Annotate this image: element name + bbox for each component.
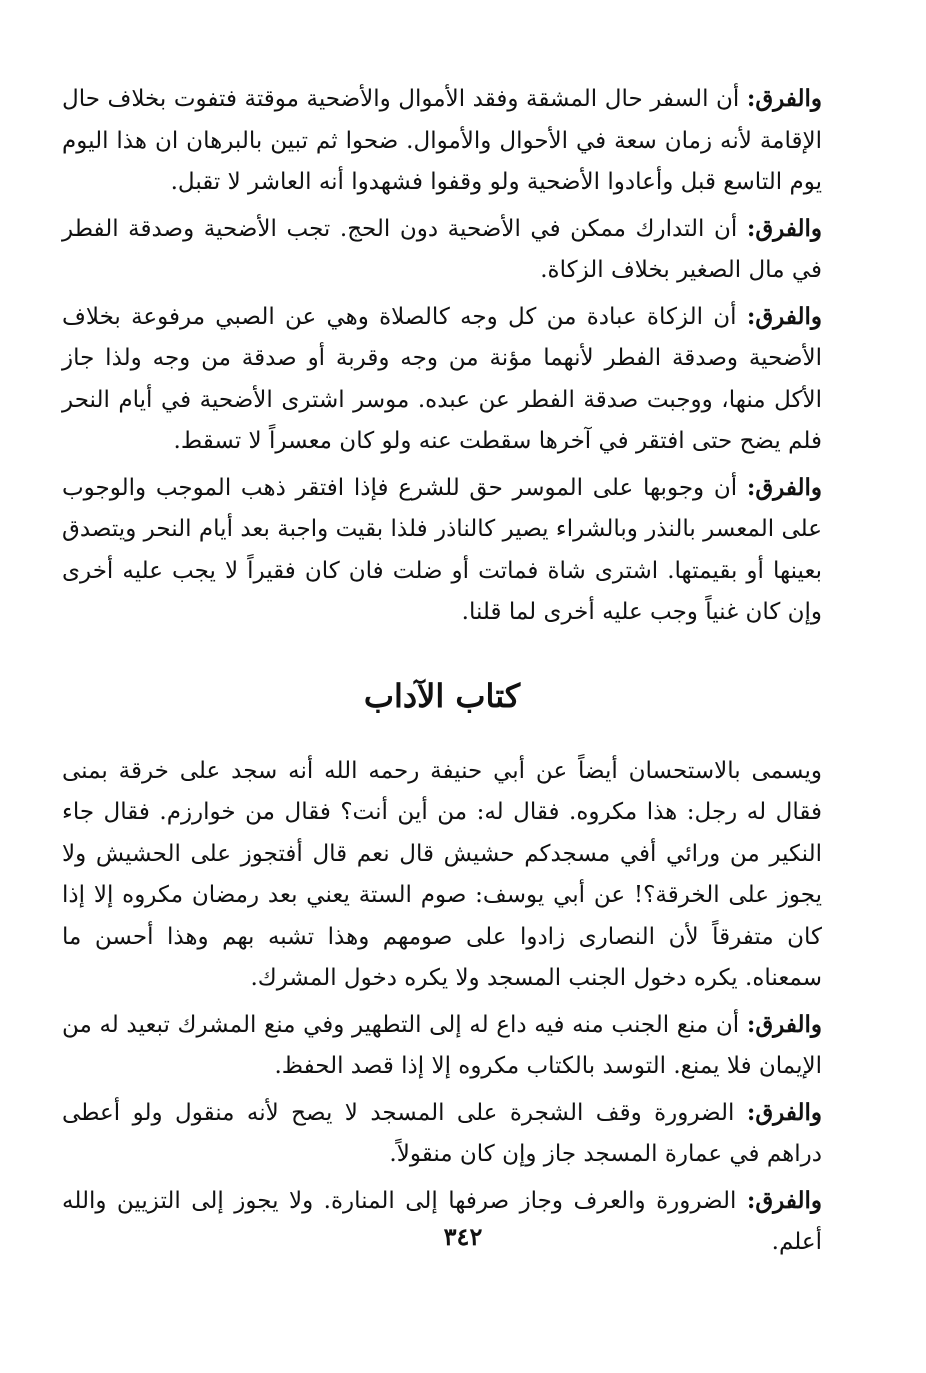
paragraph xyxy=(62,1092,822,1176)
paragraph xyxy=(62,467,822,634)
page-number: ٣٤٢ xyxy=(443,1222,483,1251)
page-content xyxy=(62,78,822,1268)
paragraph-text: الضرورة والعرف وجاز صرفها إلى المنارة. ولا يجوز إلى التزيين والله أعلم. xyxy=(62,1187,822,1255)
paragraph-lead: والفرق: xyxy=(746,302,822,330)
paragraph-lead: والفرق: xyxy=(746,85,822,112)
paragraph xyxy=(62,296,822,463)
paragraph-text: أن منع الجنب منه فيه داع له إلى التطهير وفي منع المشرك تبعيد له من الإيمان فلا يمنع. التوسد بالكتاب مكروه إلا إذا قصد الحفظ. xyxy=(62,1011,822,1079)
paragraph xyxy=(62,1004,822,1088)
paragraph-lead: والفرق: xyxy=(746,1010,822,1038)
paragraph-lead: والفرق: xyxy=(746,1186,822,1214)
paragraph-text: الضرورة وقف الشجرة على المسجد لا يصح لأنه منقول ولو أعطى دراهم في عمارة المسجد جاز وإن كان منقولاً. xyxy=(62,1099,822,1167)
paragraph-text: ويسمى بالاستحسان أيضاً عن أبي حنيفة رحمه الله أنه سجد على خرقة بمنى فقال له رجل: هذا مكروه. فقال له: من أين أنت؟ فقال من خوارزم. فقال جاء النكير من ورائي أفي مسجدكم حشيش قال نعم قال أفتجوز على الحشيش ولا يجوز على الخرقة؟! عن أبي يوسف: صوم الستة يعني بعد رمضان مكروه إلا إذا كان متفرقاً لأن النصارى زادوا على صومهم وهذا تشبه بهم وهذا أحسن ما سمعناه. يكره دخول الجنب المسجد ولا يكره دخول المشرك. xyxy=(62,757,822,991)
paragraph-text: أن التدارك ممكن في الأضحية دون الحج. تجب الأضحية وصدقة الفطر في مال الصغير بخلاف الزكاة. xyxy=(62,215,822,283)
paragraph-lead: والفرق: xyxy=(746,214,822,242)
paragraph-text: أن الزكاة عبادة من كل وجه كالصلاة وهي عن الصبي مرفوعة بخلاف الأضحية وصدقة الفطر لأنهما مؤنة من وجه وقربة أو صدقة من وجه ولذا جاز الأكل منها، ووجبت صدقة الفطر عن عبده. موسر اشترى الأضحية في أيام النحر فلم يضح حتى افتقر في آخرها سقطت عنه ولو كان معسراً لا تسقط. xyxy=(62,303,822,454)
paragraph-lead: والفرق: xyxy=(746,1098,822,1126)
paragraph-text: أن السفر حال المشقة وفقد الأموال والأضحية موقتة فتفوت بخلاف حال الإقامة لأنه زمان سعة في الأحوال والأموال. ضحوا ثم تبين بالبرهان ان هذا اليوم يوم التاسع قبل وأعادوا الأضحية ولو وقفوا فشهدوا أنه العاشر لا تقبل. xyxy=(62,86,822,195)
paragraph xyxy=(62,750,822,1000)
paragraph xyxy=(62,78,822,204)
paragraph xyxy=(62,208,822,292)
section-title: كتاب الآداب xyxy=(363,676,521,715)
paragraph-lead: والفرق: xyxy=(746,473,822,501)
paragraph-text: أن وجوبها على الموسر حق للشرع فإذا افتقر ذهب الموجب والوجوب على المعسر بالنذر وبالشراء يصير كالناذر فلذا بقيت واجبة بعد أيام النحر ويتصدق بعينها أو بقيمتها. اشترى شاة فماتت أو ضلت فان كان فقيراً لا يجب عليه أخرى وإن كان غنياً وجب عليه أخرى لما قلنا. xyxy=(62,474,822,625)
